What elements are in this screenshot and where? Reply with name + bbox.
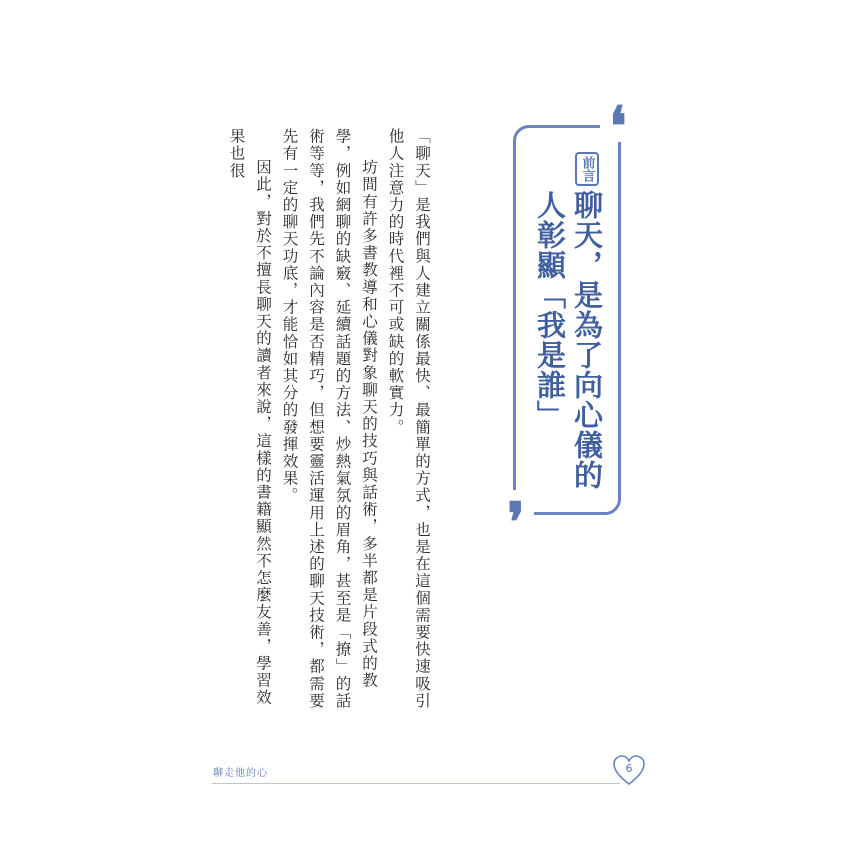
paragraph: 坊間有許多書教導和心儀對象聊天的技巧與話術，多半都是片段式的教學，例如網聊的缺竅、延續話題的方法、炒熱氣氛的眉角，甚至是「撩」的話術等等，我們先不論內容是否精巧，但想要靈活運用上述的聊天技術，都需要先有一定的聊天功底，才能恰如其分的發揮效果。 <box>280 128 378 710</box>
preface-badge: 前言 <box>575 152 599 186</box>
page-number: 6 <box>625 762 633 775</box>
paragraph: 因此，對於不擅長聊天的讀者來說，這樣的書籍顯然不怎麼友善，學習效果也很 <box>227 128 272 707</box>
running-title: 聊走他的心 <box>213 768 268 779</box>
chapter-title: 聊天，是為了向心儀的人彰顯「我是誰」 <box>533 190 604 490</box>
close-quote-icon: ❜ <box>498 490 534 526</box>
body-text <box>212 128 435 718</box>
open-quote-icon: ❛ <box>600 106 636 142</box>
footer-divider <box>212 783 620 784</box>
paragraph: 「聊天」是我們與人建立關係最快、最簡單的方式，也是在這個需要快速吸引他人注意力的時代裡不可或缺的軟實力。 <box>386 128 431 710</box>
